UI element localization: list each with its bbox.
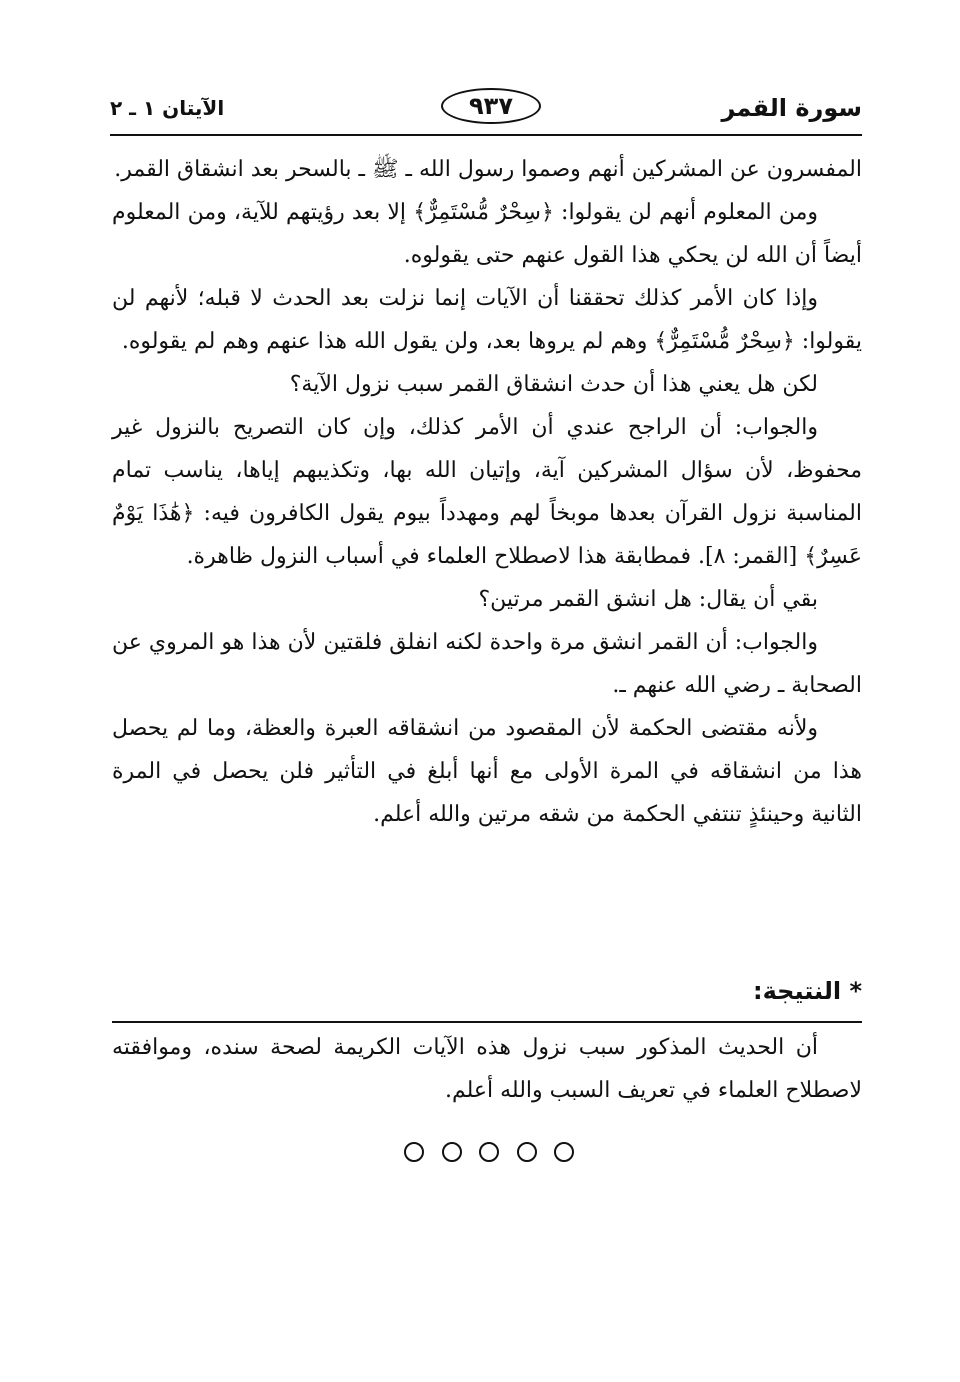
- ornament-circle-icon: [517, 1142, 537, 1162]
- ornament-circle-icon: [404, 1142, 424, 1162]
- paragraph-7: والجواب: أن القمر انشق مرة واحدة لكنه انفلق فلقتين لأن هذا هو المروي عن الصحابة ـ رضي الله عنهم ـ.: [112, 630, 862, 698]
- section-end-ornament: [404, 1140, 574, 1164]
- paragraph-2: ومن المعلوم أنهم لن يقولوا: ﴿سِحْرٌ مُّسْتَمِرٌّ﴾ إلا بعد رؤيتهم للآية، ومن المعلوم أيضاً أن الله لن يحكي هذا القول عنهم حتى يقولوه.: [112, 200, 862, 268]
- result-paragraph: أن الحديث المذكور سبب نزول هذه الآيات الكريمة لصحة سنده، وموافقته لاصطلاح العلماء في تعريف السبب والله أعلم.: [112, 1035, 862, 1103]
- result-divider: [112, 1021, 862, 1023]
- paragraph-8: ولأنه مقتضى الحكمة لأن المقصود من انشقاقه العبرة والعظة، وما لم يحصل هذا من انشقاقه في المرة الأولى مع أنها أبلغ في التأثير فلن يحصل في المرة الثانية وحينئذٍ تنتفي الحكمة من شقه مرتين والله أعلم.: [112, 716, 862, 827]
- ayat-range: الآيتان ١ ـ ٢: [110, 96, 225, 120]
- ornament-circle-icon: [442, 1142, 462, 1162]
- page-number: ٩٣٧: [441, 88, 541, 124]
- result-heading: * النتيجة:: [753, 977, 862, 1005]
- surah-name: سورة القمر: [721, 94, 862, 122]
- paragraph-1: المفسرون عن المشركين أنهم وصموا رسول الله ـ ﷺ ـ بالسحر بعد انشقاق القمر.: [114, 157, 862, 182]
- paragraph-3: وإذا كان الأمر كذلك تحققنا أن الآيات إنما نزلت بعد الحدث لا قبله؛ لأنهم لن يقولوا: ﴿سِحْرٌ مُّسْتَمِرٌّ﴾ وهم لم يروها بعد، ولن يقول الله هذا عنهم وهم لم يقولوه.: [112, 286, 862, 354]
- header-divider: [110, 134, 862, 136]
- paragraph-5: والجواب: أن الراجح عندي أن الأمر كذلك، وإن كان التصريح بالنزول غير محفوظ، لأن سؤال المشركين آية، وإتيان الله بها، وتكذيبهم إياها، يناسب تمام المناسبة نزول القرآن بعدها موبخاً لهم ومهدداً بيوم يقول الكافرون فيه: ﴿هَٰذَا يَوْمٌ عَسِرٌ﴾ [القمر: ٨]. فمطابقة هذا لاصطلاح العلماء في أسباب النزول ظاهرة.: [112, 415, 862, 569]
- result-text-block: [112, 1026, 862, 1112]
- paragraph-6: بقي أن يقال: هل انشق القمر مرتين؟: [478, 587, 818, 612]
- paragraph-4: لكن هل يعني هذا أن حدث انشقاق القمر سبب نزول الآية؟: [289, 372, 818, 397]
- main-text: [112, 148, 862, 836]
- ornament-circle-icon: [554, 1142, 574, 1162]
- ornament-circle-icon: [479, 1142, 499, 1162]
- page-header: [110, 88, 862, 134]
